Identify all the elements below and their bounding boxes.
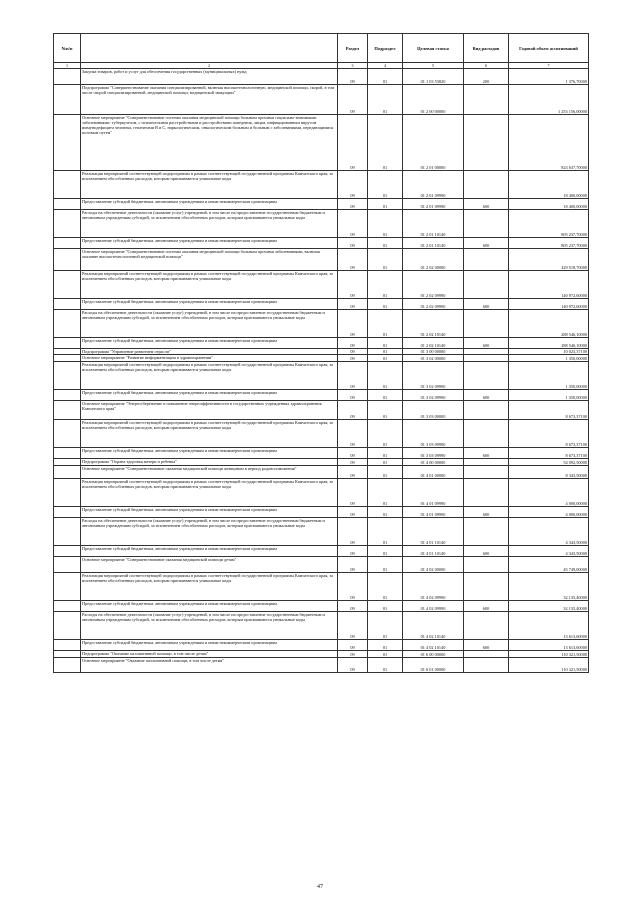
row-num-cell xyxy=(54,448,81,459)
row-target-article-cell: 01 3 00 00000 xyxy=(403,349,464,355)
row-name-cell: Предоставление субсидий бюджетным, автономным учреждениям и иным некоммерческим организациям xyxy=(81,338,338,349)
row-amount-cell: 54 092,50000 xyxy=(509,459,589,466)
row-name-cell: Предоставление субсидий бюджетным, автономным учреждениям и иным некоммерческим организациям xyxy=(81,390,338,401)
row-amount-cell: 4 000,00000 xyxy=(509,507,589,518)
row-expense-type-cell xyxy=(464,310,509,338)
row-num-cell xyxy=(54,459,81,466)
row-target-article-cell: 01 2 02 10140 xyxy=(403,338,464,349)
row-expense-type-cell xyxy=(464,420,509,448)
row-expense-type-cell: 600 xyxy=(464,448,509,459)
row-razdel-cell: 09 xyxy=(338,651,368,658)
row-name-cell: Подпрограмма "Оказание паллиативной помощи, в том числе детям" xyxy=(81,651,338,658)
row-num-cell xyxy=(54,573,81,601)
row-num-cell xyxy=(54,69,81,85)
table-row xyxy=(54,85,589,115)
row-podrazdel-cell: 01 xyxy=(368,349,403,355)
row-name-cell: Предоставление субсидий бюджетным, автономным учреждениям и иным некоммерческим организациям xyxy=(81,640,338,651)
row-expense-type-cell xyxy=(464,271,509,299)
row-podrazdel-cell: 01 xyxy=(368,573,403,601)
col-number: 7 xyxy=(509,63,589,69)
row-razdel-cell: 09 xyxy=(338,85,368,115)
row-podrazdel-cell: 01 xyxy=(368,299,403,310)
row-razdel-cell: 09 xyxy=(338,658,368,673)
header-annual-amount: Годовой объем ассигнований xyxy=(509,34,589,63)
row-target-article-cell: 01 4 01 00000 xyxy=(403,466,464,479)
table-row xyxy=(54,249,589,271)
table-row xyxy=(54,651,589,658)
header-target-article: Целевая статья xyxy=(403,34,464,63)
row-num-cell xyxy=(54,355,81,362)
row-podrazdel-cell: 01 xyxy=(368,310,403,338)
row-name-cell: Основное мероприятие "Развитие информатизации в здравоохранении" xyxy=(81,355,338,362)
row-target-article-cell: 01 2 01 00000 xyxy=(403,115,464,171)
col-number: 2 xyxy=(81,63,338,69)
table-row xyxy=(54,115,589,171)
row-expense-type-cell: 600 xyxy=(464,299,509,310)
row-razdel-cell: 09 xyxy=(338,115,368,171)
table-row xyxy=(54,612,589,640)
row-razdel-cell: 09 xyxy=(338,640,368,651)
row-expense-type-cell xyxy=(464,115,509,171)
table-row xyxy=(54,210,589,238)
row-podrazdel-cell: 01 xyxy=(368,601,403,612)
table-row xyxy=(54,459,589,466)
row-expense-type-cell xyxy=(464,557,509,573)
table-body xyxy=(54,69,589,673)
row-razdel-cell: 09 xyxy=(338,479,368,507)
table-row xyxy=(54,69,589,85)
row-target-article-cell: 01 4 00 00000 xyxy=(403,459,464,466)
row-amount-cell: 140 972,60000 xyxy=(509,271,589,299)
row-razdel-cell: 09 xyxy=(338,546,368,557)
row-name-cell: Основное мероприятие "Совершенствование оказания медицинской помощи женщинам в период родовспоможения" xyxy=(81,466,338,479)
row-name-cell: Предоставление субсидий бюджетным, автономным учреждениям и иным некоммерческим организациям xyxy=(81,601,338,612)
row-razdel-cell: 09 xyxy=(338,557,368,573)
row-name-cell: Предоставление субсидий бюджетным, автономным учреждениям и иным некоммерческим организациям xyxy=(81,299,338,310)
row-target-article-cell: 01 4 01 10140 xyxy=(403,518,464,546)
row-name-cell: Расходы на обеспечение деятельности (оказание услуг) учреждений, в том числе на предоставление государственным бюджетным и автономным учреждениям субсидий, за исключением обособленных расходов, которым присваиваются уникальные коды xyxy=(81,310,338,338)
table-row xyxy=(54,658,589,673)
row-num-cell xyxy=(54,171,81,199)
row-podrazdel-cell: 01 xyxy=(368,210,403,238)
table-row xyxy=(54,640,589,651)
col-number: 1 xyxy=(54,63,81,69)
row-num-cell xyxy=(54,249,81,271)
row-expense-type-cell xyxy=(464,210,509,238)
row-amount-cell: 18 400,00000 xyxy=(509,171,589,199)
row-name-cell: Основное мероприятие "Энергосбережение и повышение энергоэффективности в государственных учреждениях здравоохранения Камчатского края" xyxy=(81,401,338,420)
row-target-article-cell: 01 2 01 09990 xyxy=(403,171,464,199)
row-razdel-cell: 09 xyxy=(338,199,368,210)
table-row xyxy=(54,362,589,390)
row-podrazdel-cell: 01 xyxy=(368,171,403,199)
table-row xyxy=(54,355,589,362)
row-expense-type-cell xyxy=(464,573,509,601)
row-name-cell: Реализация мероприятий соответствующей подпрограммы в рамках соответствующей государственной программы Камчатского края, за исключением обособленных расходов, которым присваиваются уникальные коды xyxy=(81,479,338,507)
row-expense-type-cell xyxy=(464,658,509,673)
row-amount-cell: 45 749,00000 xyxy=(509,557,589,573)
row-num-cell xyxy=(54,612,81,640)
row-podrazdel-cell: 01 xyxy=(368,448,403,459)
row-target-article-cell: 01 2 01 10140 xyxy=(403,210,464,238)
table-row xyxy=(54,518,589,546)
row-razdel-cell: 09 xyxy=(338,420,368,448)
row-razdel-cell: 09 xyxy=(338,355,368,362)
row-podrazdel-cell: 01 xyxy=(368,546,403,557)
row-num-cell xyxy=(54,299,81,310)
row-podrazdel-cell: 01 xyxy=(368,355,403,362)
table-row xyxy=(54,420,589,448)
row-target-article-cell: 01 2 01 10140 xyxy=(403,238,464,249)
row-expense-type-cell: 600 xyxy=(464,601,509,612)
budget-table xyxy=(53,33,589,673)
row-num-cell xyxy=(54,658,81,673)
row-name-cell: Реализация мероприятий соответствующей подпрограммы в рамках соответствующей государственной программы Камчатского края, за исключением обособленных расходов, которым присваиваются уникальные коды xyxy=(81,171,338,199)
row-amount-cell: 8 673,37100 xyxy=(509,420,589,448)
header-name xyxy=(81,34,338,63)
row-razdel-cell: 09 xyxy=(338,69,368,85)
table-row xyxy=(54,466,589,479)
row-podrazdel-cell: 01 xyxy=(368,479,403,507)
row-podrazdel-cell: 01 xyxy=(368,338,403,349)
row-podrazdel-cell: 01 xyxy=(368,420,403,448)
row-amount-cell: 8 673,37100 xyxy=(509,448,589,459)
row-num-cell xyxy=(54,518,81,546)
row-num-cell xyxy=(54,479,81,507)
row-target-article-cell: 01 3 02 00000 xyxy=(403,355,464,362)
header-expense-type: Вид расходов xyxy=(464,34,509,63)
row-podrazdel-cell: 01 xyxy=(368,466,403,479)
table-header-row xyxy=(54,34,589,63)
row-expense-type-cell: 600 xyxy=(464,640,509,651)
row-podrazdel-cell: 01 xyxy=(368,640,403,651)
row-podrazdel-cell: 01 xyxy=(368,271,403,299)
row-name-cell: Реализация мероприятий соответствующей подпрограммы в рамках соответствующей государственной программы Камчатского края, за исключением обособленных расходов, которым присваиваются уникальные коды xyxy=(81,420,338,448)
row-razdel-cell: 09 xyxy=(338,507,368,518)
row-num-cell xyxy=(54,546,81,557)
row-razdel-cell: 09 xyxy=(338,171,368,199)
row-expense-type-cell xyxy=(464,249,509,271)
row-num-cell xyxy=(54,85,81,115)
row-name-cell: Основное мероприятие "Совершенствование системы оказания медицинской помощи больным прочими социально-значимыми заболеваниями: туберкулезом, с психическими расстройствами и расстройствами поведения, лицам, инфицированным вирусом иммунодефицита человека, гепатитами В и С, наркологическим, онкологическим больным и больным с заболеваниями, передающимися половым путем" xyxy=(81,115,338,171)
row-razdel-cell: 09 xyxy=(338,466,368,479)
row-razdel-cell: 09 xyxy=(338,612,368,640)
table-row xyxy=(54,448,589,459)
row-razdel-cell: 09 xyxy=(338,448,368,459)
table-row xyxy=(54,390,589,401)
row-target-article-cell: 01 3 03 00000 xyxy=(403,401,464,420)
row-name-cell: Предоставление субсидий бюджетным, автономным учреждениям и иным некоммерческим организациям xyxy=(81,238,338,249)
row-razdel-cell: 09 xyxy=(338,459,368,466)
row-expense-type-cell xyxy=(464,85,509,115)
row-amount-cell: 13 613,60000 xyxy=(509,612,589,640)
row-razdel-cell: 09 xyxy=(338,349,368,355)
row-podrazdel-cell: 01 xyxy=(368,69,403,85)
row-expense-type-cell: 600 xyxy=(464,338,509,349)
table-row xyxy=(54,271,589,299)
table-row xyxy=(54,573,589,601)
row-name-cell: Расходы на обеспечение деятельности (оказание услуг) учреждений, в том числе на предоставление государственным бюджетным и автономным учреждениям субсидий, за исключением обособленных расходов, которым присваиваются уникальные коды xyxy=(81,518,338,546)
row-target-article-cell: 01 2 00 00000 xyxy=(403,85,464,115)
row-name-cell: Основное мероприятие "Совершенствование оказания медицинской помощи детям" xyxy=(81,557,338,573)
row-amount-cell: 1 253 156,00000 xyxy=(509,85,589,115)
row-target-article-cell: 01 2 01 09990 xyxy=(403,199,464,210)
row-target-article-cell: 01 3 03 09990 xyxy=(403,448,464,459)
row-num-cell xyxy=(54,557,81,573)
row-razdel-cell: 09 xyxy=(338,210,368,238)
row-podrazdel-cell: 01 xyxy=(368,651,403,658)
row-num-cell xyxy=(54,401,81,420)
row-target-article-cell: 01 2 02 10140 xyxy=(403,310,464,338)
row-name-cell: Реализация мероприятий соответствующей подпрограммы в рамках соответствующей государственной программы Камчатского края, за исключением обособленных расходов, которым присваиваются уникальные коды xyxy=(81,271,338,299)
table-row xyxy=(54,479,589,507)
row-expense-type-cell xyxy=(464,355,509,362)
row-podrazdel-cell: 01 xyxy=(368,199,403,210)
row-target-article-cell: 01 4 02 10140 xyxy=(403,640,464,651)
row-podrazdel-cell: 01 xyxy=(368,85,403,115)
table-row xyxy=(54,171,589,199)
row-name-cell: Расходы на обеспечение деятельности (оказание услуг) учреждений, в том числе на предоставление государственным бюджетным и автономным учреждениям субсидий, за исключением обособленных расходов, которым присваиваются уникальные коды xyxy=(81,612,338,640)
row-target-article-cell: 01 1 03 53820 xyxy=(403,69,464,85)
table-row xyxy=(54,338,589,349)
row-name-cell: Подпрограмма "Совершенствование оказания специализированной, включая высокотехнологичную, медицинской помощи, скорой, в том числе скорой специализированной, медицинской помощи, медицинской эвакуации" xyxy=(81,85,338,115)
row-name-cell: Предоставление субсидий бюджетным, автономным учреждениям и иным некоммерческим организациям xyxy=(81,507,338,518)
row-amount-cell: 1 350,00000 xyxy=(509,390,589,401)
row-amount-cell: 140 972,60000 xyxy=(509,299,589,310)
row-podrazdel-cell: 01 xyxy=(368,557,403,573)
row-expense-type-cell xyxy=(464,466,509,479)
row-razdel-cell: 09 xyxy=(338,601,368,612)
row-target-article-cell: 01 4 01 10140 xyxy=(403,546,464,557)
row-razdel-cell: 09 xyxy=(338,362,368,390)
row-razdel-cell: 09 xyxy=(338,401,368,420)
header-razdel: Раздел xyxy=(338,34,368,63)
row-num-cell xyxy=(54,390,81,401)
row-expense-type-cell: 600 xyxy=(464,199,509,210)
row-podrazdel-cell: 01 xyxy=(368,507,403,518)
row-expense-type-cell xyxy=(464,479,509,507)
row-name-cell: Основное мероприятие "Совершенствование системы оказания медицинской помощи больным прочими заболеваниями, включая оказание высокотехнологичной медицинской помощи" xyxy=(81,249,338,271)
row-num-cell xyxy=(54,420,81,448)
row-expense-type-cell: 600 xyxy=(464,507,509,518)
row-num-cell xyxy=(54,199,81,210)
row-amount-cell: 4 000,00000 xyxy=(509,479,589,507)
row-expense-type-cell: 600 xyxy=(464,546,509,557)
row-amount-cell: 1 350,00000 xyxy=(509,355,589,362)
row-expense-type-cell xyxy=(464,612,509,640)
row-amount-cell: 32 135,40000 xyxy=(509,601,589,612)
row-target-article-cell: 01 4 02 09990 xyxy=(403,601,464,612)
row-target-article-cell: 01 6 01 00000 xyxy=(403,658,464,673)
row-razdel-cell: 09 xyxy=(338,249,368,271)
row-name-cell: Предоставление субсидий бюджетным, автономным учреждениям и иным некоммерческим организациям xyxy=(81,448,338,459)
row-name-cell: Реализация мероприятий соответствующей подпрограммы в рамках соответствующей государственной программы Камчатского края, за исключением обособленных расходов, которым присваиваются уникальные коды xyxy=(81,362,338,390)
row-podrazdel-cell: 01 xyxy=(368,612,403,640)
row-expense-type-cell xyxy=(464,362,509,390)
row-name-cell: Реализация мероприятий соответствующей подпрограммы в рамках соответствующей государственной программы Камчатского края, за исключением обособленных расходов, которым присваиваются уникальные коды xyxy=(81,573,338,601)
row-podrazdel-cell: 01 xyxy=(368,518,403,546)
row-num-cell xyxy=(54,640,81,651)
row-amount-cell: 288 546,10000 xyxy=(509,310,589,338)
row-amount-cell: 823 637,70000 xyxy=(509,115,589,171)
header-num: №п/п xyxy=(54,34,81,63)
table-row xyxy=(54,238,589,249)
row-num-cell xyxy=(54,338,81,349)
col-number: 3 xyxy=(338,63,368,69)
row-target-article-cell: 01 2 02 00000 xyxy=(403,249,464,271)
col-number: 5 xyxy=(403,63,464,69)
row-name-cell: Закупка товаров, работ и услуг для обеспечения государственных (муниципальных) нужд xyxy=(81,69,338,85)
row-podrazdel-cell: 01 xyxy=(368,362,403,390)
row-amount-cell: 110 321,50000 xyxy=(509,658,589,673)
row-amount-cell: 8 343,50000 xyxy=(509,466,589,479)
row-razdel-cell: 09 xyxy=(338,271,368,299)
row-expense-type-cell: 200 xyxy=(464,69,509,85)
row-name-cell: Основное мероприятие "Оказание паллиативной помощи, в том числе детям" xyxy=(81,658,338,673)
row-target-article-cell: 01 4 01 09990 xyxy=(403,507,464,518)
row-expense-type-cell xyxy=(464,651,509,658)
row-target-article-cell: 01 3 03 09990 xyxy=(403,420,464,448)
row-razdel-cell: 09 xyxy=(338,299,368,310)
row-razdel-cell: 09 xyxy=(338,338,368,349)
row-amount-cell: 4 343,50000 xyxy=(509,546,589,557)
row-num-cell xyxy=(54,238,81,249)
table-row xyxy=(54,401,589,420)
row-target-article-cell: 01 3 02 09990 xyxy=(403,390,464,401)
table-row xyxy=(54,507,589,518)
row-expense-type-cell xyxy=(464,459,509,466)
row-target-article-cell: 01 3 02 09990 xyxy=(403,362,464,390)
row-amount-cell: 429 518,70000 xyxy=(509,249,589,271)
row-num-cell xyxy=(54,310,81,338)
row-podrazdel-cell: 01 xyxy=(368,115,403,171)
row-razdel-cell: 09 xyxy=(338,573,368,601)
row-num-cell xyxy=(54,651,81,658)
row-name-cell: Расходы на обеспечение деятельности (оказание услуг) учреждений, в том числе на предоставление государственным бюджетным и автономным учреждениям субсидий, за исключением обособленных расходов, которым присваиваются уникальные коды xyxy=(81,210,338,238)
row-podrazdel-cell: 01 xyxy=(368,459,403,466)
row-podrazdel-cell: 01 xyxy=(368,249,403,271)
table-row xyxy=(54,601,589,612)
row-target-article-cell: 01 4 01 09990 xyxy=(403,479,464,507)
row-amount-cell: 1 376,70000 xyxy=(509,69,589,85)
row-razdel-cell: 09 xyxy=(338,390,368,401)
row-num-cell xyxy=(54,210,81,238)
table-row xyxy=(54,310,589,338)
row-amount-cell: 1 350,00000 xyxy=(509,362,589,390)
row-num-cell xyxy=(54,466,81,479)
row-target-article-cell: 01 2 02 09990 xyxy=(403,299,464,310)
table-row xyxy=(54,557,589,573)
row-podrazdel-cell: 01 xyxy=(368,401,403,420)
row-amount-cell: 13 613,60000 xyxy=(509,640,589,651)
row-amount-cell: 805 237,70000 xyxy=(509,238,589,249)
row-expense-type-cell xyxy=(464,401,509,420)
row-amount-cell: 288 546,10000 xyxy=(509,338,589,349)
row-amount-cell: 4 343,50000 xyxy=(509,518,589,546)
row-amount-cell: 110 321,50000 xyxy=(509,651,589,658)
row-target-article-cell: 01 4 02 09990 xyxy=(403,573,464,601)
row-amount-cell: 805 237,70000 xyxy=(509,210,589,238)
table-row xyxy=(54,546,589,557)
table-row xyxy=(54,199,589,210)
row-amount-cell: 8 673,37100 xyxy=(509,401,589,420)
row-name-cell: Подпрограмма "Охрана здоровья матери и ребенка" xyxy=(81,459,338,466)
row-razdel-cell: 09 xyxy=(338,238,368,249)
row-amount-cell: 18 400,00000 xyxy=(509,199,589,210)
row-name-cell: Предоставление субсидий бюджетным, автономным учреждениям и иным некоммерческим организациям xyxy=(81,546,338,557)
row-podrazdel-cell: 01 xyxy=(368,238,403,249)
row-num-cell xyxy=(54,271,81,299)
row-razdel-cell: 09 xyxy=(338,310,368,338)
row-num-cell xyxy=(54,507,81,518)
row-name-cell: Подпрограмма "Управление развитием отрасли" xyxy=(81,349,338,355)
row-expense-type-cell: 600 xyxy=(464,238,509,249)
row-target-article-cell: 01 6 00 00000 xyxy=(403,651,464,658)
row-num-cell xyxy=(54,362,81,390)
row-name-cell: Предоставление субсидий бюджетным, автономным учреждениям и иным некоммерческим организациям xyxy=(81,199,338,210)
col-number: 6 xyxy=(464,63,509,69)
row-expense-type-cell xyxy=(464,518,509,546)
row-expense-type-cell: 600 xyxy=(464,390,509,401)
row-target-article-cell: 01 4 02 10140 xyxy=(403,612,464,640)
row-razdel-cell: 09 xyxy=(338,518,368,546)
col-number: 4 xyxy=(368,63,403,69)
row-amount-cell: 32 135,40000 xyxy=(509,573,589,601)
row-target-article-cell: 01 4 02 00000 xyxy=(403,557,464,573)
header-podrazdel: Подраздел xyxy=(368,34,403,63)
row-target-article-cell: 01 2 02 09990 xyxy=(403,271,464,299)
row-num-cell xyxy=(54,601,81,612)
row-amount-cell: 10 023,37100 xyxy=(509,349,589,355)
table-row xyxy=(54,299,589,310)
row-podrazdel-cell: 01 xyxy=(368,390,403,401)
row-num-cell xyxy=(54,115,81,171)
page-number: 47 xyxy=(317,884,323,890)
row-podrazdel-cell: 01 xyxy=(368,658,403,673)
row-expense-type-cell xyxy=(464,171,509,199)
